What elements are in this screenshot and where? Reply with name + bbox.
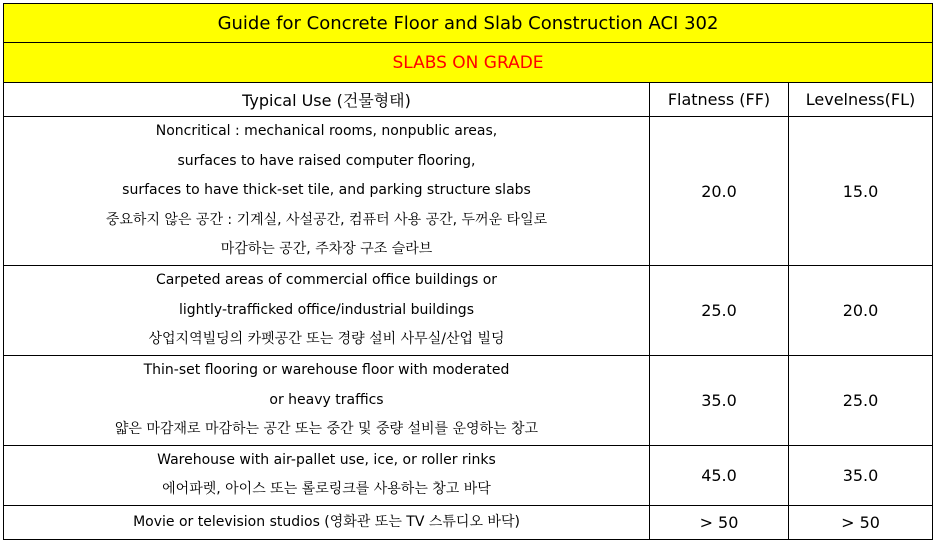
table-row <box>4 505 933 539</box>
use-line: lightly-trafficked office/industrial buildings <box>179 301 474 318</box>
levelness-value: 25.0 <box>789 356 933 446</box>
use-line: Noncritical : mechanical rooms, nonpublic areas, <box>155 123 498 140</box>
typical-use-cell <box>4 505 650 539</box>
flatness-value: 20.0 <box>650 117 789 266</box>
table-row <box>4 445 933 505</box>
use-line: 상업지역빌딩의 카펫공간 또는 경량 설비 사무실/산업 빌딩 <box>148 331 505 348</box>
typical-use-cell <box>4 117 650 266</box>
levelness-value: 20.0 <box>789 266 933 356</box>
use-line: surfaces to have thick-set tile, and parking structure slabs <box>122 182 531 199</box>
levelness-value: > 50 <box>789 505 933 539</box>
subtitle-row <box>4 43 933 83</box>
header-typical-use: Typical Use (건물형태) <box>4 83 650 117</box>
levelness-value: 35.0 <box>789 445 933 505</box>
header-row <box>4 83 933 117</box>
use-line: 에어파렛, 아이스 또는 롤로링크를 사용하는 창고 바닥 <box>162 481 491 497</box>
use-line: Carpeted areas of commercial office buildings or <box>155 272 498 289</box>
use-line: 중요하지 않은 공간 : 기계실, 사설공간, 컴퓨터 사용 공간, 두꺼운 타일로 <box>105 211 548 228</box>
use-line: Warehouse with air-pallet use, ice, or roller rinks <box>157 451 496 468</box>
flatness-value: 35.0 <box>650 356 789 446</box>
use-line: Movie or television studios (영화관 또는 TV 스튜디오 바닥) <box>133 514 520 530</box>
header-flatness: Flatness (FF) <box>650 83 789 117</box>
typical-use-cell <box>4 266 650 356</box>
header-levelness: Levelness(FL) <box>789 83 933 117</box>
use-line: Thin-set flooring or warehouse floor with moderated <box>143 362 510 378</box>
table-title: Guide for Concrete Floor and Slab Construction ACI 302 <box>4 4 933 43</box>
table-row <box>4 117 933 266</box>
table-row <box>4 266 933 356</box>
flatness-value: 45.0 <box>650 445 789 505</box>
title-row <box>4 4 933 43</box>
table-subtitle: SLABS ON GRADE <box>4 43 933 83</box>
typical-use-cell <box>4 356 650 446</box>
flatness-value: 25.0 <box>650 266 789 356</box>
levelness-value: 15.0 <box>789 117 933 266</box>
table-row <box>4 356 933 446</box>
use-line: surfaces to have raised computer flooring, <box>177 152 476 169</box>
use-line: or heavy traffics <box>269 391 384 408</box>
use-line: 얇은 마감재로 마감하는 공간 또는 중간 및 중량 설비를 운영하는 창고 <box>114 421 539 437</box>
aci-302-table <box>3 3 933 540</box>
flatness-value: > 50 <box>650 505 789 539</box>
use-line: 마감하는 공간, 주차장 구조 슬라브 <box>220 241 433 258</box>
typical-use-cell <box>4 445 650 505</box>
